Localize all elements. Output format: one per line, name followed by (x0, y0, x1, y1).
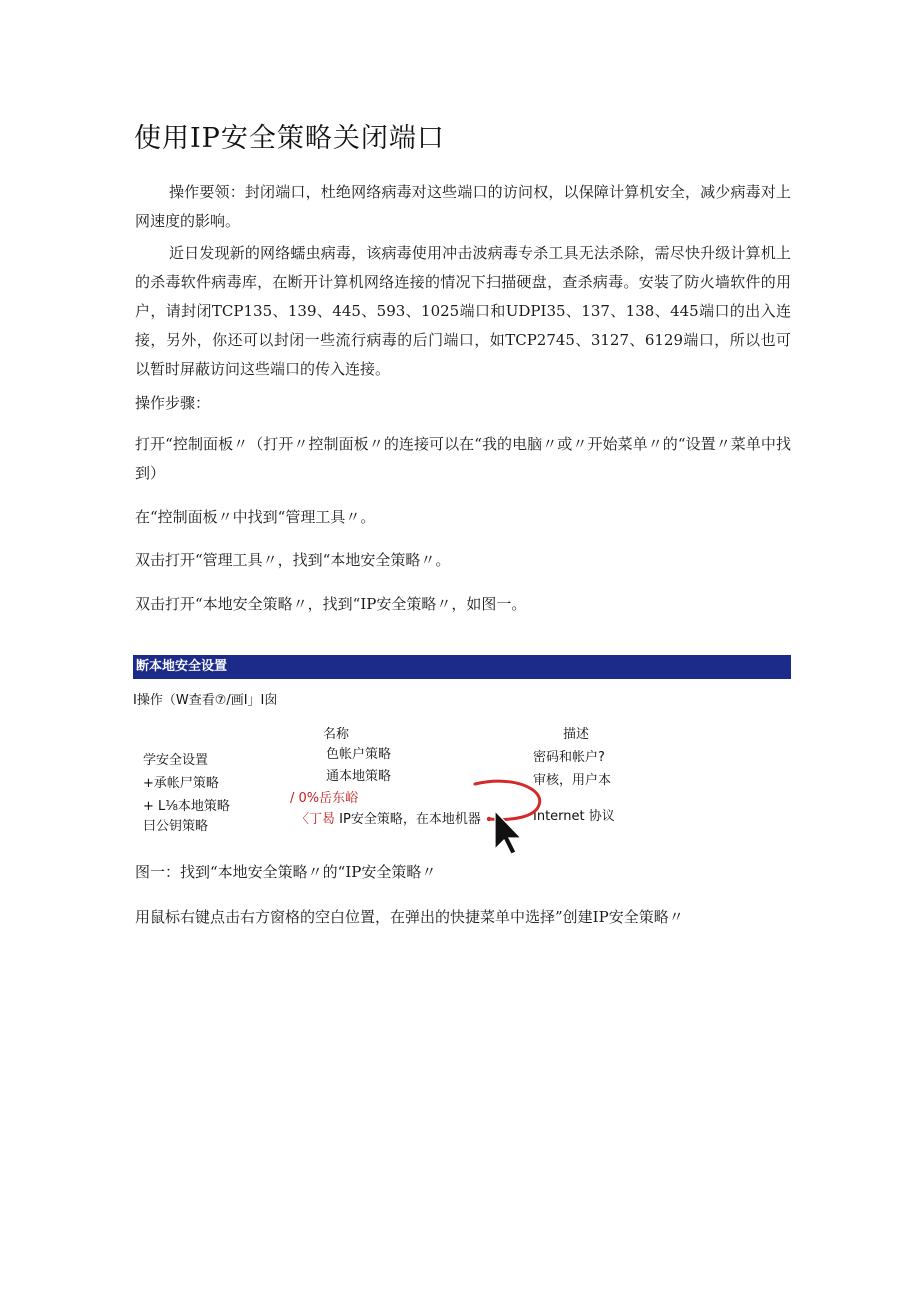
background-paragraph: 近日发现新的网络蠕虫病毒，该病毒使用冲击波病毒专杀工具无法杀除，需尽快升级计算机上的杀毒软件病毒库，在断开计算机网络连接的情况下扫描硬盘，查杀病毒。安装了防火墙软件的用户，请封闭TCP135、139、445、593、1025端口和UDPI35、137、138、445端口的出入连接，另外，你还可以封闭一些流行病毒的后门端口，如TCP2745、3127、6129端口，所以也可以暂时屏蔽访问这些端口的传入连接。 (135, 244, 791, 378)
annotation-arrow (473, 777, 563, 855)
step-5: 用鼠标右键点击右方窗格的空白位置，在弹出的快捷菜单中选择”创建IP安全策略〃 (135, 908, 684, 926)
column-header-description[interactable]: 描述 (563, 727, 590, 742)
figure-screenshot (133, 655, 791, 855)
tree-item-public-key-policy[interactable]: 曰公钥策略 (143, 819, 209, 834)
list-row-local-policy[interactable]: 通本地策略 (326, 769, 392, 784)
tree-root[interactable]: 学安全设置 (143, 753, 209, 768)
list-row-ip-security[interactable] (296, 808, 481, 827)
arrow-tip-dot (487, 817, 491, 821)
list-row-ip-security-label: IP安全策略，在本地机器 (339, 812, 481, 827)
figure-caption: 图一：找到“本地安全策略〃的“IP安全策略〃 (135, 863, 437, 881)
steps-heading: 操作步骤： (135, 394, 211, 412)
desc-row-account: 密码和帐户? (533, 750, 605, 765)
column-header-name[interactable]: 名称 (323, 727, 350, 742)
red-curved-arrow-icon (475, 781, 540, 819)
list-row-account-policy[interactable]: 色帐户策略 (326, 747, 392, 762)
tree-item-account-policy[interactable]: +承帐尸策略 (143, 776, 219, 791)
window-menubar[interactable]: I操作（W查看⑦/画I」I囱 (133, 693, 278, 708)
desc-row-local: 审核，用户本 (533, 773, 612, 788)
intro-paragraph: 操作要领：封闭端口，杜绝网络病毒对这些端口的访问权，以保障计算机安全，减少病毒对上网速度的影响。 (135, 183, 791, 230)
desc-row-ip-security: Internet 协议 (533, 809, 615, 824)
window-titlebar: 断本地安全设置 (133, 655, 791, 679)
list-row-public-key[interactable]: / 0%岳东峪 (290, 791, 359, 806)
step-4: 双击打开“本地安全策略〃，找到“IP安全策略〃，如图一。 (135, 595, 527, 613)
page-title: 使用IP安全策略关闭端口 (134, 123, 445, 154)
step-1: 打开“控制面板〃（打开〃控制面板〃的连接可以在“我的电脑〃或〃开始菜单〃的“设置〃菜单中找到） (135, 435, 791, 482)
tree-item-local-policy[interactable]: + L⅛本地策略 (143, 799, 230, 814)
step-2: 在“控制面板〃中找到“管理工具〃。 (135, 508, 376, 526)
step-3: 双击打开“管理工具〃，找到“本地安全策略〃。 (135, 551, 451, 569)
list-row-ip-security-prefix: 〈丁曷 (296, 812, 336, 827)
